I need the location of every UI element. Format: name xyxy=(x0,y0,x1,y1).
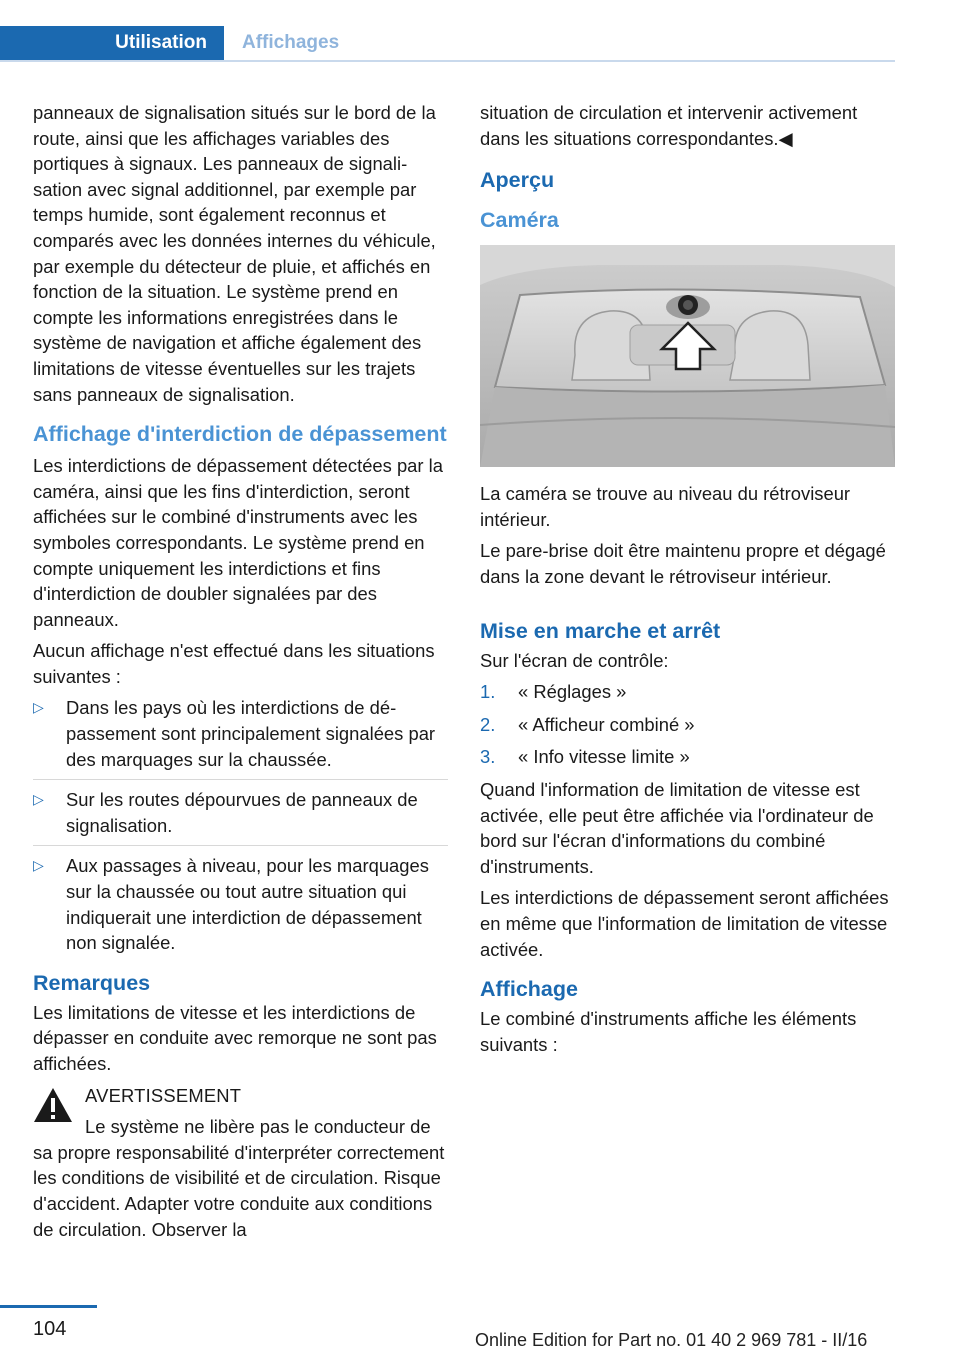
no-display-intro: Aucun affichage n'est effectué dans les situations suivantes : xyxy=(33,640,435,687)
remarks-paragraph: Les limitations de vitesse et les interdictions de dépasser en conduite avec remorque ne sont pas affichées. xyxy=(33,1001,437,1074)
display-intro-text: Le combiné d'instruments affiche les éléments suivants : xyxy=(480,1008,857,1055)
list-item: ▷ Sur les routes dépourvues de panneaux de signalisation. xyxy=(33,789,418,836)
warning-block xyxy=(33,1083,448,1243)
list-item[interactable]: 3. « Info vitesse limite » xyxy=(480,746,690,768)
heading-on-off: Mise en marche et arrêt xyxy=(480,618,721,643)
camera-location-image xyxy=(480,245,895,467)
list-item: ▷ Dans les pays où les interdictions de dépassement sont principalement signalées par des marquages sur la chaussée. xyxy=(33,697,436,770)
page-number: 104 xyxy=(33,1318,67,1340)
continued-paragraph: situation de circulation et intervenir activement dans les situations correspondantes.◀ xyxy=(480,102,858,149)
heading-camera: Caméra xyxy=(480,208,559,233)
heading-overview: Aperçu xyxy=(480,168,555,193)
list-item[interactable]: 2. « Afficheur combiné » xyxy=(480,713,695,735)
footer-accent-line xyxy=(0,1305,97,1308)
list-item[interactable]: 1. « Réglages » xyxy=(480,681,627,703)
camera-location-text: La caméra se trouve au niveau du rétroviseur intérieur. xyxy=(480,483,851,530)
intro-paragraph: panneaux de signalisation situés sur le bord de la route, ainsi que les affichages variables des portiques à signaux. Les panneaux de signalisation avec signal additionnel, par exemple par temps humide, sont également reconnus et comparés avec les données internes du véhicule, par exemple du détecteur de pluie, et affichés en fonction de la situation. Le système prend en compte les informations enregistrées dans le système de navigation et affiche également des limitations de vitesse éventuelles sur les trajets sans panneaux de signalisation. xyxy=(33,102,436,405)
left-column xyxy=(33,100,448,1248)
control-screen-text: Sur l'écran de contrôle: xyxy=(480,649,669,671)
warning-title: AVERTISSEMENT xyxy=(85,1084,242,1106)
header-divider xyxy=(0,60,895,62)
triangle-bullet-icon: ▷ xyxy=(33,857,44,874)
triangle-bullet-icon: ▷ xyxy=(33,791,44,808)
tab-utilisation[interactable]: Utilisation xyxy=(0,26,224,60)
activation-text: Quand l'information de limitation de vitesse est activée, elle peut être affichée via l'ordinateur de bord sur l'écran d'informations du combiné d'instruments. xyxy=(480,778,874,877)
list-item: ▷ Aux passages à niveau, pour les marquages sur la chaussée ou tout autre situation qui indiquerait une interdiction de dépassement non signalée. xyxy=(33,855,429,954)
right-column xyxy=(480,100,895,1063)
heading-remarks: Remarques xyxy=(33,970,151,995)
overtaking-shown-text: Les interdictions de dépassement seront affichées en même que l'information de limitation de vitesse activée. xyxy=(480,887,889,960)
windshield-text: Le pare-brise doit être maintenu propre et dégagé dans la zone devant le rétroviseur intérieur. xyxy=(480,540,886,587)
heading-display: Affichage xyxy=(480,977,578,1002)
steps-list xyxy=(480,679,895,770)
warning-text: Le système ne libère pas le conducteur de sa propre responsabilité d'interpréter correctement les conditions de visibilité et de circulation. Risque d'accident. Adapter votre conduite aux conditions de circulation. Observer la xyxy=(33,1116,445,1240)
no-display-list xyxy=(33,695,448,955)
header-tabbar xyxy=(0,26,895,62)
tab-affichages[interactable]: Affichages xyxy=(242,32,340,53)
edition-text: Online Edition for Part no. 01 40 2 969 781 - II/16 xyxy=(475,1330,868,1350)
triangle-bullet-icon: ▷ xyxy=(33,699,44,716)
heading-overtaking-display: Affichage d'interdiction de dépassement xyxy=(33,422,447,447)
warning-triangle-icon xyxy=(33,1087,73,1123)
overtaking-paragraph: Les interdictions de dépassement détectées par la caméra, ainsi que les fins d'interdiction, seront affichées sur le combiné d'instruments avec les symboles correspondants. Le système prend en compte uniquement les interdictions et fins d'interdiction de doubler signalées par des panneaux. xyxy=(33,455,443,630)
